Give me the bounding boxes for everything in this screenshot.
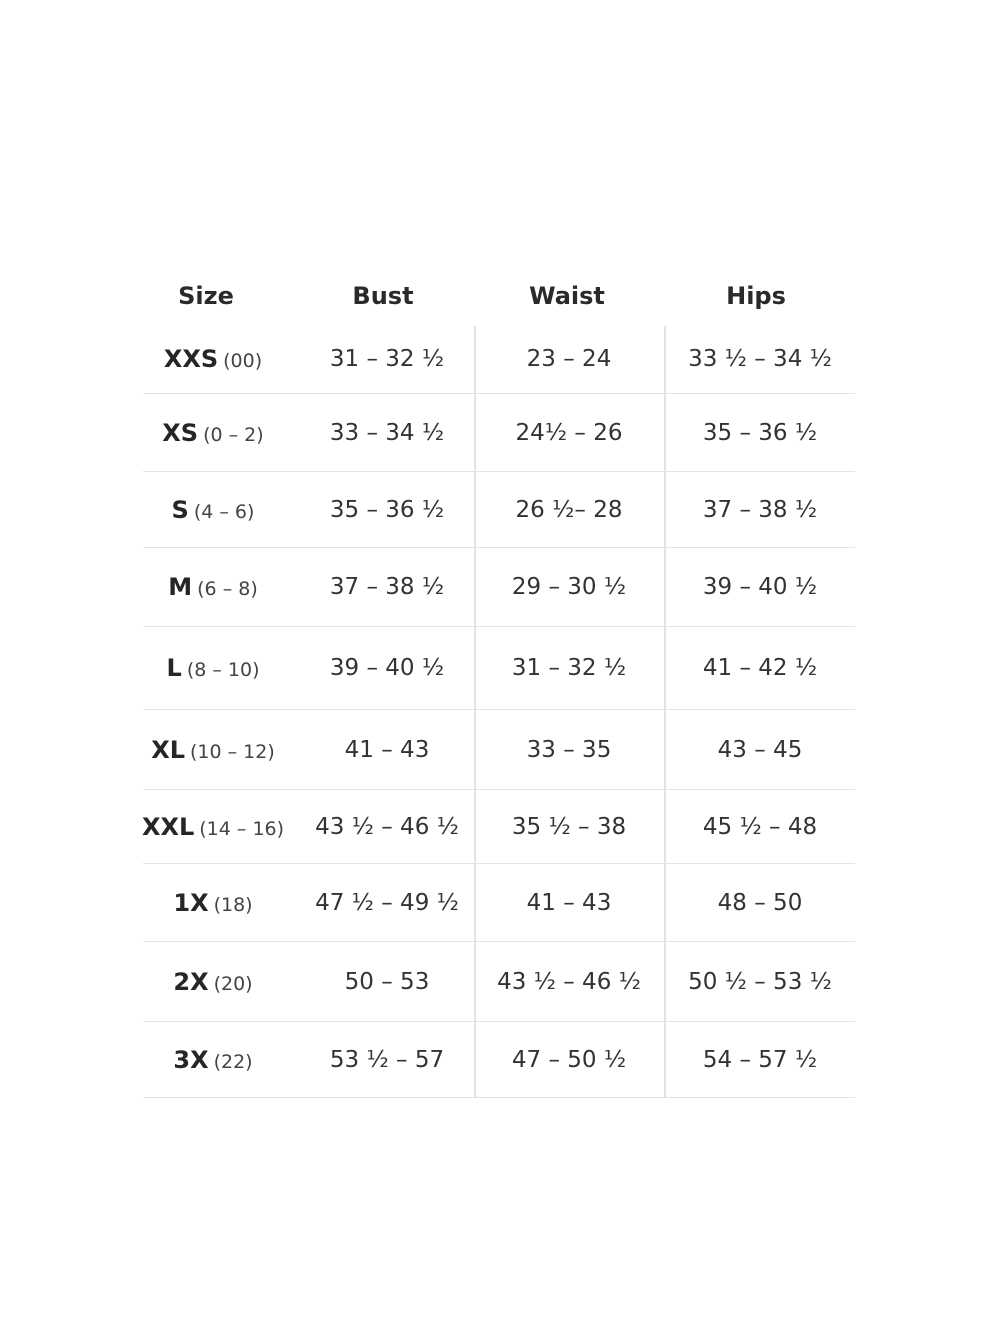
size-code: 1X — [173, 888, 209, 917]
waist-cell: 31 – 32 ½ — [511, 655, 627, 681]
size-rows — [143, 324, 855, 1098]
size-number-range: (00) — [223, 349, 263, 372]
size-number-range: (18) — [213, 893, 253, 916]
header-hips: Hips — [726, 282, 786, 310]
table-row — [143, 864, 855, 942]
hips-cell: 35 – 36 ½ — [702, 419, 818, 446]
waist-cell: 29 – 30 ½ — [511, 574, 627, 600]
bust-cell: 47 ½ – 49 ½ — [315, 889, 459, 916]
size-cell — [168, 573, 257, 601]
header-waist: Waist — [529, 282, 605, 310]
table-row — [143, 548, 855, 627]
bust-cell: 31 – 32 ½ — [329, 345, 445, 372]
size-code: 2X — [173, 967, 209, 996]
size-number-range: (8 – 10) — [186, 659, 260, 681]
bust-cell: 37 – 38 ½ — [329, 574, 445, 600]
size-code: XL — [151, 735, 186, 764]
size-code: S — [171, 495, 189, 524]
bust-cell: 41 – 43 — [344, 736, 430, 763]
size-cell — [173, 889, 252, 917]
table-row — [143, 627, 855, 710]
size-number-range: (4 – 6) — [193, 500, 255, 523]
hips-cell: 33 ½ – 34 ½ — [688, 345, 832, 372]
size-cell — [167, 654, 260, 682]
size-cell — [172, 496, 255, 524]
waist-cell: 23 – 24 — [526, 345, 612, 372]
table-row — [143, 472, 855, 548]
bust-cell: 50 – 53 — [344, 968, 430, 995]
size-number-range: (6 – 8) — [197, 578, 258, 600]
hips-cell: 45 ½ – 48 — [702, 813, 818, 840]
table-row — [143, 1022, 855, 1098]
waist-cell: 43 ½ – 46 ½ — [497, 968, 641, 995]
table-row — [143, 324, 855, 394]
size-cell — [142, 813, 284, 841]
header-bust: Bust — [352, 282, 414, 310]
bust-cell: 43 ½ – 46 ½ — [315, 813, 459, 840]
waist-cell: 24½ – 26 — [515, 419, 623, 446]
waist-cell: 47 – 50 ½ — [511, 1046, 627, 1073]
size-code: XXL — [141, 812, 195, 841]
bust-cell: 35 – 36 ½ — [329, 496, 445, 523]
hips-cell: 48 – 50 — [717, 889, 803, 916]
size-code: 3X — [173, 1045, 209, 1074]
size-number-range: (0 – 2) — [203, 423, 264, 446]
bust-cell: 39 – 40 ½ — [329, 655, 445, 681]
bust-cell: 33 – 34 ½ — [329, 419, 445, 446]
hips-cell: 54 – 57 ½ — [702, 1046, 818, 1073]
size-code: L — [166, 654, 182, 682]
hips-cell: 43 – 45 — [717, 736, 803, 763]
size-number-range: (20) — [213, 972, 253, 995]
header-row — [143, 270, 855, 324]
table-row — [143, 394, 855, 472]
size-cell — [164, 345, 262, 373]
size-chart — [143, 270, 855, 1098]
size-code: XXS — [163, 344, 219, 373]
waist-cell: 33 – 35 — [526, 736, 612, 763]
size-code: M — [168, 573, 193, 601]
hips-cell: 39 – 40 ½ — [702, 574, 818, 600]
hips-cell: 50 ½ – 53 ½ — [688, 968, 832, 995]
size-number-range: (10 – 12) — [190, 740, 275, 763]
bust-cell: 53 ½ – 57 — [329, 1046, 445, 1073]
table-row — [143, 790, 855, 864]
waist-cell: 26 ½– 28 — [515, 496, 623, 523]
waist-cell: 41 – 43 — [526, 889, 612, 916]
hips-cell: 37 – 38 ½ — [702, 496, 818, 523]
waist-cell: 35 ½ – 38 — [511, 813, 627, 840]
header-size: Size — [178, 282, 234, 310]
size-code: XS — [162, 418, 199, 447]
size-cell — [173, 968, 252, 996]
hips-cell: 41 – 42 ½ — [702, 655, 818, 681]
size-cell — [173, 1046, 252, 1074]
size-cell — [151, 736, 275, 764]
size-number-range: (14 – 16) — [199, 817, 285, 840]
table-row — [143, 710, 855, 790]
size-cell — [162, 419, 263, 447]
size-number-range: (22) — [213, 1050, 253, 1073]
table-row — [143, 942, 855, 1022]
